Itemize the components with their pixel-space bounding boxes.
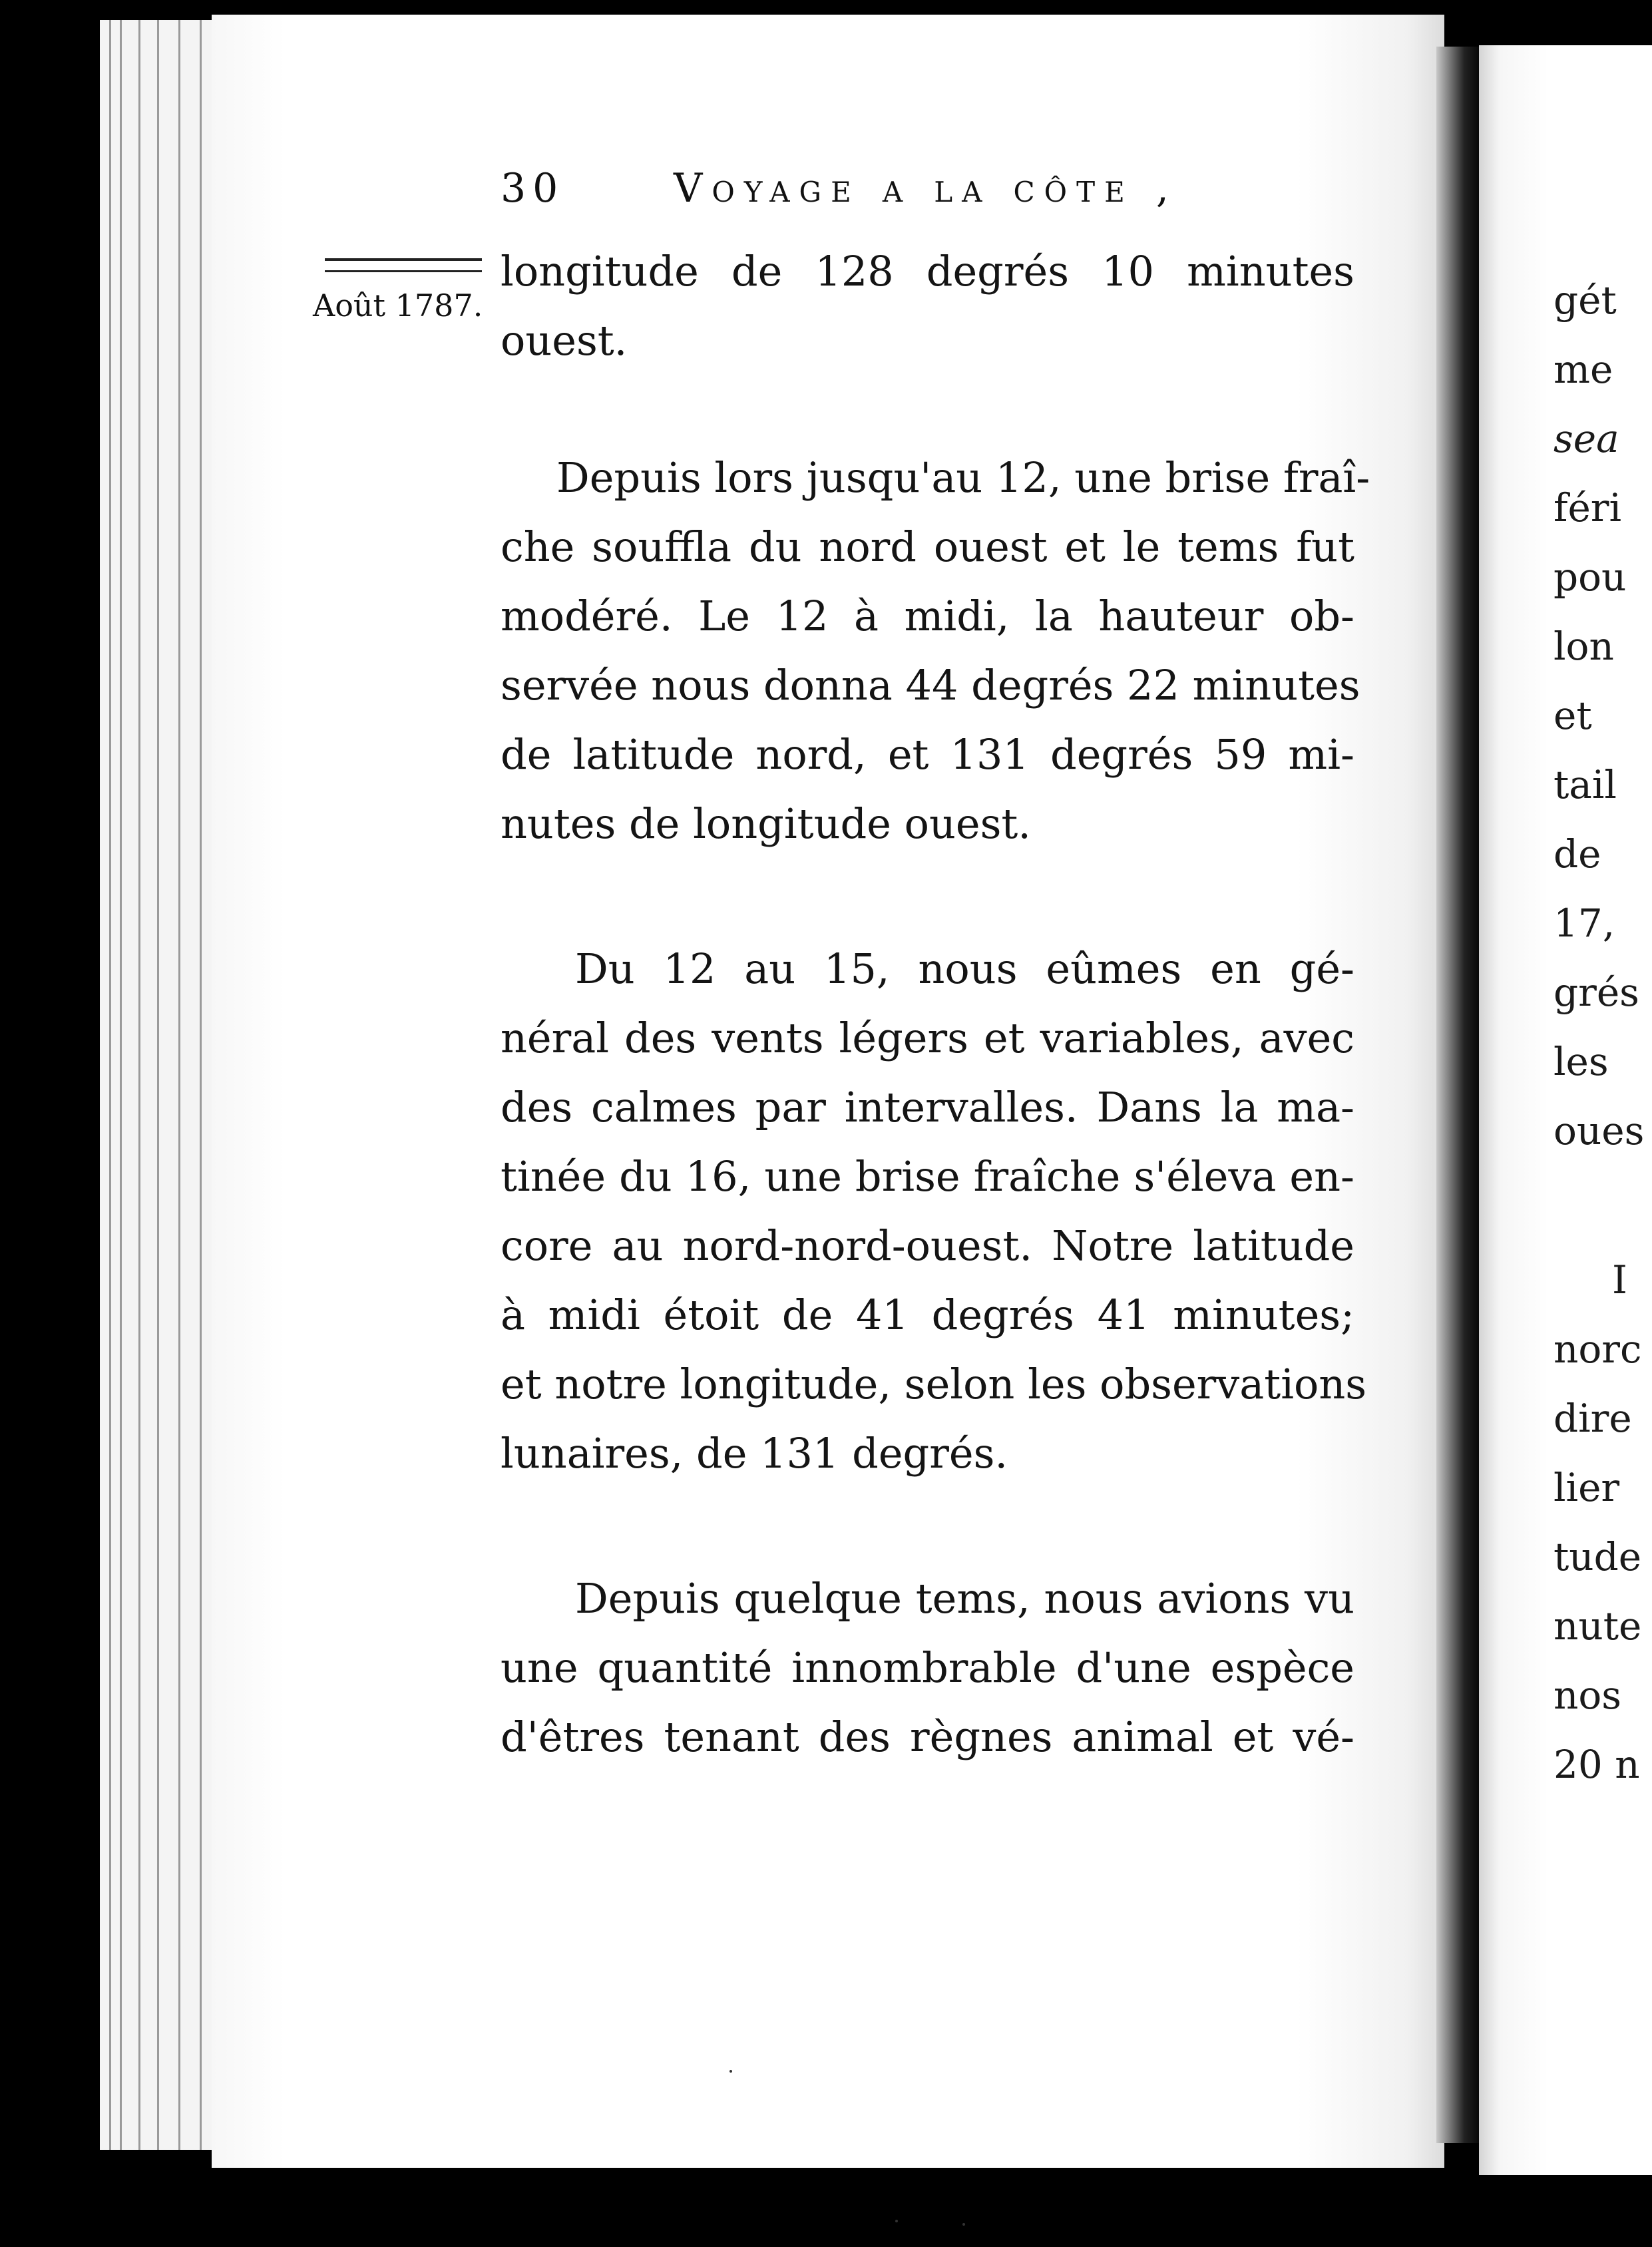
facing-line: 17, bbox=[1553, 901, 1615, 946]
text-line: d'êtres tenant des règnes animal et vé- bbox=[501, 1713, 1354, 1761]
page-speck bbox=[962, 2223, 965, 2226]
text-line: nutes de longitude ouest. bbox=[501, 799, 1032, 848]
facing-line: les bbox=[1553, 1039, 1609, 1084]
facing-line: sea bbox=[1553, 416, 1619, 461]
text-line: che souffla du nord ouest et le tems fut bbox=[501, 522, 1354, 571]
running-title: Voyage a la côte , bbox=[674, 165, 1178, 212]
facing-line: nute bbox=[1553, 1603, 1642, 1649]
page-edges bbox=[100, 20, 226, 2150]
facing-line: gét bbox=[1553, 278, 1617, 323]
running-head bbox=[501, 165, 1266, 218]
facing-line: dire bbox=[1553, 1396, 1632, 1441]
text-line: une quantité innombrable d'une espèce bbox=[501, 1643, 1354, 1692]
text-line: des calmes par intervalles. Dans la ma- bbox=[501, 1083, 1354, 1131]
text-line: et notre longitude, selon les observations bbox=[501, 1360, 1367, 1408]
page-speck bbox=[729, 2070, 732, 2073]
facing-line: tail bbox=[1553, 762, 1617, 807]
text-line: Depuis quelque tems, nous avions vu bbox=[575, 1574, 1354, 1623]
text-line: néral des vents légers et variables, avec bbox=[501, 1014, 1354, 1062]
facing-line: lier bbox=[1553, 1465, 1620, 1510]
text-line: de latitude nord, et 131 degrés 59 mi- bbox=[501, 730, 1354, 779]
text-line: tinée du 16, une brise fraîche s'éleva en- bbox=[501, 1152, 1354, 1201]
text-line: ouest. bbox=[501, 316, 628, 365]
facing-page bbox=[1479, 45, 1652, 2175]
text-line: Du 12 au 15, nous eûmes en gé- bbox=[575, 944, 1354, 993]
facing-line: norc bbox=[1553, 1327, 1642, 1372]
margin-date: Août 1787. bbox=[313, 288, 483, 323]
text-line: longitude de 128 degrés 10 minutes bbox=[501, 247, 1354, 296]
margin-rule bbox=[325, 258, 482, 272]
facing-line: de bbox=[1553, 831, 1601, 877]
facing-line: féri bbox=[1553, 485, 1622, 530]
facing-line: lon bbox=[1553, 624, 1614, 669]
facing-line: grés bbox=[1553, 970, 1639, 1015]
facing-line: pou bbox=[1553, 554, 1627, 600]
facing-line: nos bbox=[1553, 1673, 1622, 1718]
text-line: core au nord-nord-ouest. Notre latitude bbox=[501, 1221, 1354, 1270]
text-line: à midi étoit de 41 degrés 41 minutes; bbox=[501, 1291, 1354, 1339]
facing-line: oues bbox=[1553, 1108, 1645, 1153]
facing-line: me bbox=[1553, 347, 1613, 392]
text-line: lunaires, de 131 degrés. bbox=[501, 1429, 1008, 1478]
facing-line: I bbox=[1612, 1257, 1627, 1303]
facing-line: 20 n bbox=[1553, 1742, 1640, 1787]
text-line: Depuis lors jusqu'au 12, une brise fraî- bbox=[556, 453, 1370, 502]
book-gutter bbox=[1436, 47, 1483, 2143]
facing-line: et bbox=[1553, 693, 1592, 738]
page-speck bbox=[895, 2220, 898, 2222]
facing-line: tude bbox=[1553, 1534, 1642, 1579]
text-line: servée nous donna 44 degrés 22 minutes bbox=[501, 661, 1360, 710]
text-line: modéré. Le 12 à midi, la hauteur ob- bbox=[501, 592, 1354, 640]
page-number: 30 bbox=[501, 165, 565, 212]
